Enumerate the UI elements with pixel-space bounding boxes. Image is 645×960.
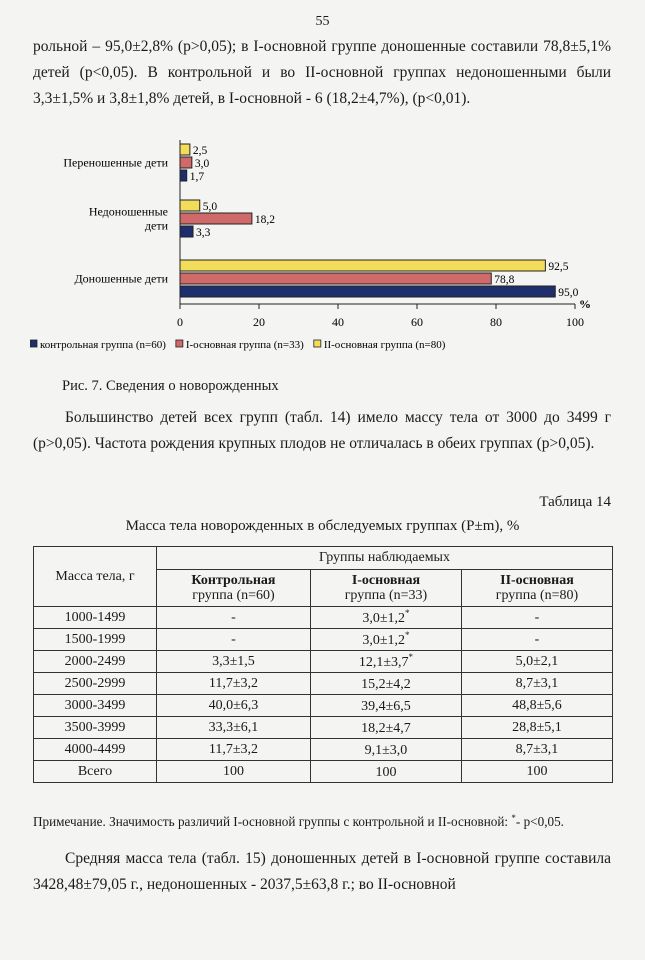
bar: [180, 144, 190, 155]
main-group-1-cell: 18,2±4,7: [310, 717, 461, 739]
control-group-cell: 3,3±1,5: [157, 651, 311, 673]
control-group-cell: 11,7±3,2: [157, 739, 311, 761]
control-group-cell: 33,3±6,1: [157, 717, 311, 739]
main-group-2-cell: 28,8±5,1: [461, 717, 612, 739]
control-group-cell: 100: [157, 761, 311, 783]
bar-value-label: 3,0: [194, 158, 210, 170]
bar-value-label: 5,0: [202, 201, 218, 213]
category-label: Переношенные дети: [63, 155, 168, 170]
paragraph-2: Большинство детей всех групп (табл. 14) имело массу тела от 3000 до 3499 г (p>0,05). Частота рождения крупных плодов не отличалась в обеих группах (p>0,05).: [33, 409, 611, 452]
header-groups: Группы наблюдаемых: [157, 547, 613, 570]
main-group-1-cell: 3,0±1,2*: [310, 607, 461, 629]
weight-range-cell: 1500-1999: [34, 629, 157, 651]
bar: [180, 286, 555, 297]
control-group-cell: 40,0±6,3: [157, 695, 311, 717]
header-weight: Масса тела, г: [34, 547, 157, 607]
legend-label: контрольная группа (n=60): [40, 339, 166, 351]
paragraph-3: Средняя масса тела (табл. 15) доношенных детей в I-основной группе составила 3428,48±79,05 г., недоношенных - 2037,5±63,8 г.; во II-основной: [33, 850, 611, 893]
category-label: Доношенные дети: [74, 271, 168, 286]
control-group-cell: 11,7±3,2: [157, 673, 311, 695]
main-group-2-cell: -: [461, 607, 612, 629]
control-group-cell: -: [157, 629, 311, 651]
table-row: [34, 739, 613, 761]
weight-range-cell: 1000-1499: [34, 607, 157, 629]
table-row: [34, 651, 613, 673]
legend-label: II-основная группа (n=80): [323, 339, 446, 351]
x-unit-label: %: [579, 297, 591, 311]
legend-swatch: [176, 340, 183, 347]
table-title: Масса тела новорожденных в обследуемых группах (P±m), %: [125, 518, 520, 534]
main-group-1-cell: 39,4±6,5: [310, 695, 461, 717]
control-group-cell: -: [157, 607, 311, 629]
bar-value-label: 95,0: [558, 287, 579, 299]
bar: [180, 260, 545, 271]
main-group-2-cell: 48,8±5,6: [461, 695, 612, 717]
x-tick-label: 80: [490, 315, 502, 329]
main-group-2-cell: 100: [461, 761, 612, 783]
legend-swatch: [30, 340, 37, 347]
weight-range-cell: 3000-3499: [34, 695, 157, 717]
page-number: 55: [315, 14, 330, 29]
x-tick-label: 40: [332, 315, 344, 329]
table-note: Примечание. Значимость различий I-основной группы с контрольной и II-основной: *- p<0,05.: [33, 813, 564, 830]
weight-range-cell: 4000-4499: [34, 739, 157, 761]
bar-value-label: 18,2: [254, 214, 276, 226]
legend-swatch: [314, 340, 321, 347]
bar-value-label: 92,5: [548, 261, 569, 273]
main-group-1-cell: 15,2±4,2: [310, 673, 461, 695]
weight-range-cell: 2000-2499: [34, 651, 157, 673]
table-row: [34, 717, 613, 739]
bar: [180, 213, 252, 224]
bar: [180, 200, 200, 211]
table-row: [34, 695, 613, 717]
table-label: Таблица 14: [539, 494, 611, 510]
bar: [180, 157, 192, 168]
main-group-2-cell: 5,0±2,1: [461, 651, 612, 673]
table-body: [34, 607, 613, 783]
legend-label: I-основная группа (n=33): [185, 339, 304, 351]
figure-caption: Рис. 7. Сведения о новорожденных: [62, 378, 279, 394]
header-main-group-2: II-основная группа (n=80): [461, 570, 612, 607]
header-control-group: Контрольная группа (n=60): [157, 570, 311, 607]
weight-range-cell: 2500-2999: [34, 673, 157, 695]
table-row: [34, 673, 613, 695]
header-main-group-1: I-основная группа (n=33): [310, 570, 461, 607]
table-row: [34, 607, 613, 629]
bar: [180, 273, 491, 284]
main-group-1-cell: 12,1±3,7*: [310, 651, 461, 673]
bar: [180, 226, 193, 237]
newborn-chart-svg: [30, 140, 620, 372]
paragraph-1: рольной – 95,0±2,8% (p>0,05); в I-основной группе доношенные составили 78,8±5,1% детей (p<0,05). В контрольной и во II-основной группах недоношенными были 3,3±1,5% и 3,8±1,8% детей, в I-основной - 6 (18,2±4,7%), (p<0,01).: [33, 38, 611, 107]
bar-value-label: 2,5: [192, 145, 208, 157]
table-row: [34, 761, 613, 783]
bar: [180, 170, 187, 181]
category-label: Недоношенные дети: [88, 204, 168, 233]
x-tick-label: 100: [566, 315, 584, 329]
main-group-1-cell: 100: [310, 761, 461, 783]
weight-range-cell: Всего: [34, 761, 157, 783]
newborn-chart: [30, 140, 620, 372]
bar-value-label: 78,8: [494, 274, 515, 286]
main-group-1-cell: 3,0±1,2*: [310, 629, 461, 651]
x-tick-label: 20: [253, 315, 265, 329]
bar-value-label: 3,3: [196, 227, 211, 239]
weight-table: [33, 546, 613, 783]
main-group-1-cell: 9,1±3,0: [310, 739, 461, 761]
table-row: [34, 629, 613, 651]
x-tick-label: 60: [411, 315, 423, 329]
x-tick-label: 0: [177, 315, 183, 329]
main-group-2-cell: 8,7±3,1: [461, 673, 612, 695]
weight-range-cell: 3500-3999: [34, 717, 157, 739]
main-group-2-cell: -: [461, 629, 612, 651]
bar-value-label: 1,7: [189, 171, 205, 183]
main-group-2-cell: 8,7±3,1: [461, 739, 612, 761]
